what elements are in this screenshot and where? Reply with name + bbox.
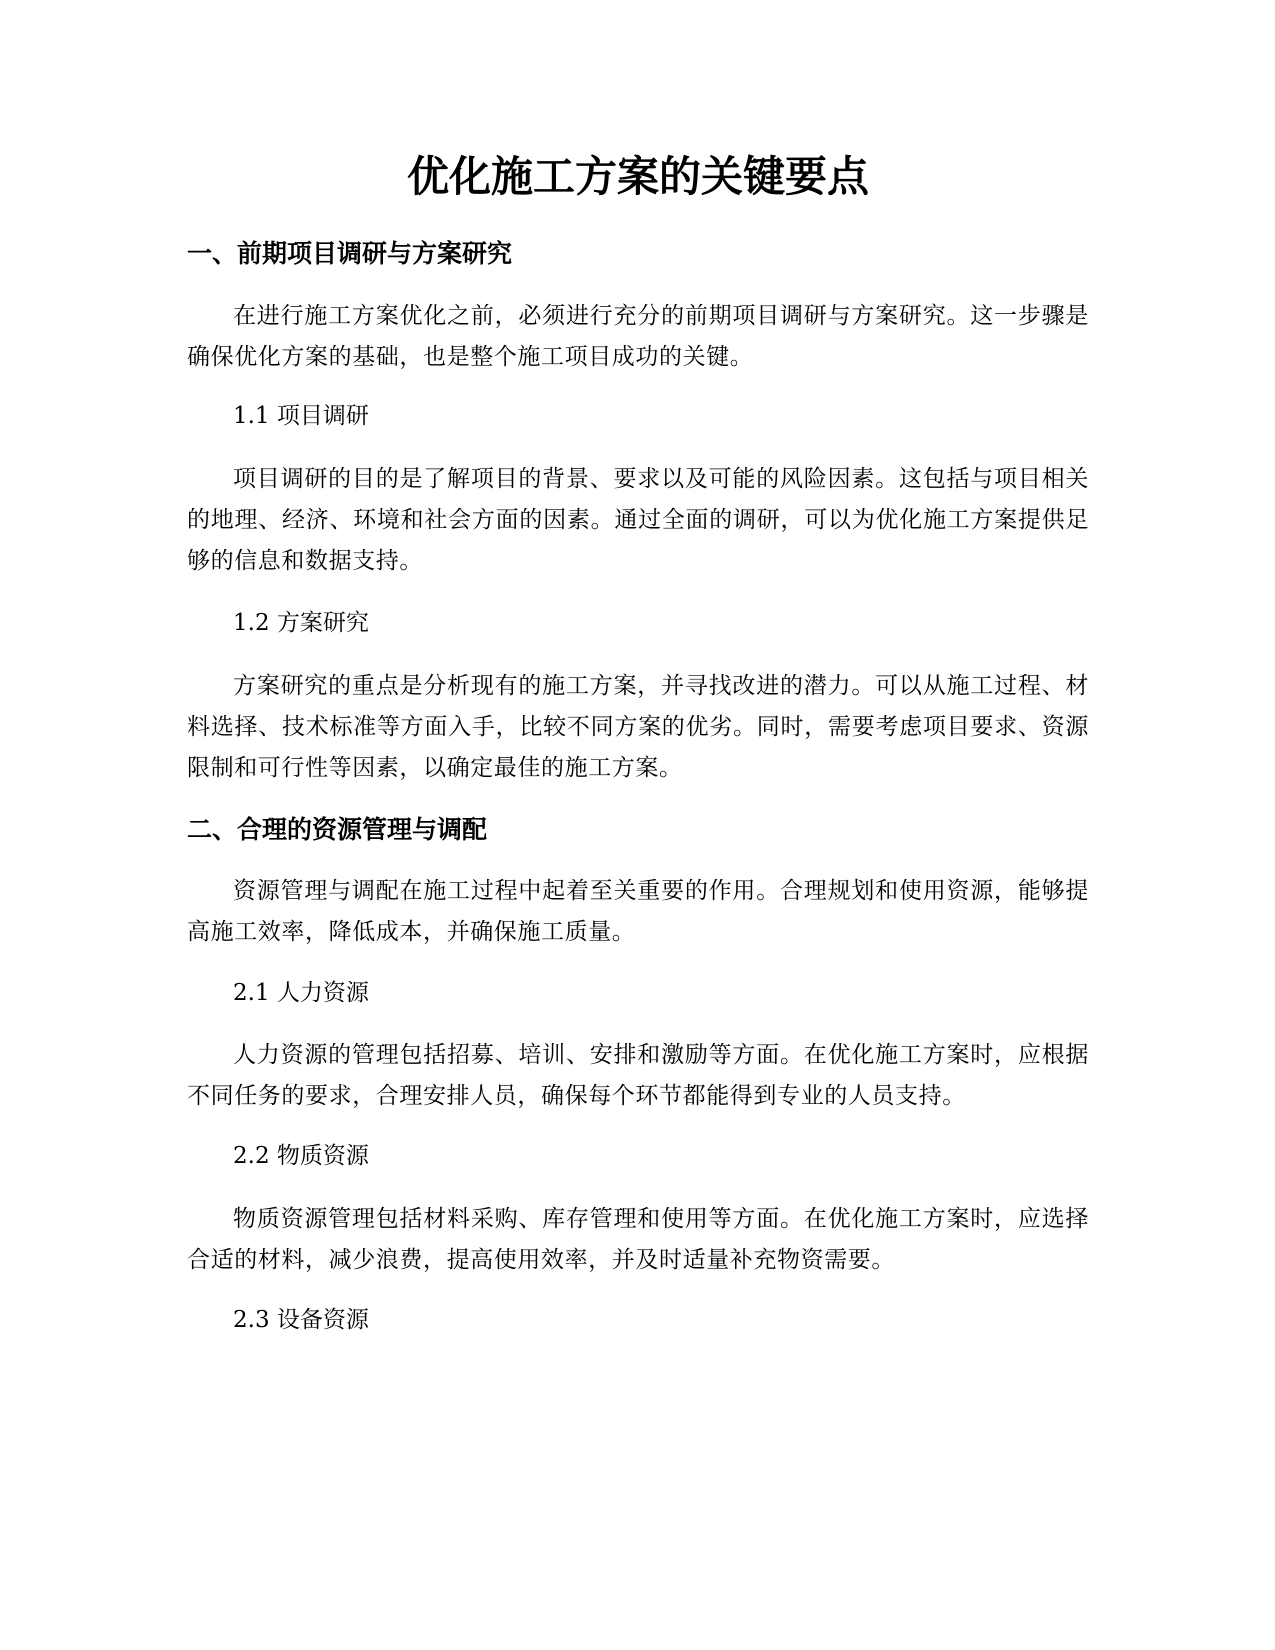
subsection-heading-1-1: 1.1 项目调研 <box>233 403 369 429</box>
section-2-intro: 资源管理与调配在施工过程中起着至关重要的作用。合理规划和使用资源，能够提高施工效率，降低成本，并确保施工质量。 <box>187 878 1089 945</box>
subsection-heading-2-2: 2.2 物质资源 <box>233 1143 369 1169</box>
section-heading-2: 二、合理的资源管理与调配 <box>187 815 488 844</box>
subsection-heading-1-2: 1.2 方案研究 <box>233 610 369 636</box>
section-heading-1: 一、前期项目调研与方案研究 <box>187 239 513 268</box>
subsection-2-1-body: 人力资源的管理包括招募、培训、安排和激励等方面。在优化施工方案时，应根据不同任务的要求，合理安排人员，确保每个环节都能得到专业的人员支持。 <box>187 1042 1089 1109</box>
section-1-intro: 在进行施工方案优化之前，必须进行充分的前期项目调研与方案研究。这一步骤是确保优化方案的基础，也是整个施工项目成功的关键。 <box>187 303 1089 370</box>
document-title: 优化施工方案的关键要点 <box>406 152 869 201</box>
subsection-heading-2-1: 2.1 人力资源 <box>233 980 369 1006</box>
subsection-heading-2-3: 2.3 设备资源 <box>233 1307 369 1333</box>
subsection-1-1-body: 项目调研的目的是了解项目的背景、要求以及可能的风险因素。这包括与项目相关的地理、经济、环境和社会方面的因素。通过全面的调研，可以为优化施工方案提供足够的信息和数据支持。 <box>187 466 1089 574</box>
subsection-1-2-body: 方案研究的重点是分析现有的施工方案，并寻找改进的潜力。可以从施工过程、材料选择、技术标准等方面入手，比较不同方案的优劣。同时，需要考虑项目要求、资源限制和可行性等因素，以确定最佳的施工方案。 <box>187 673 1089 781</box>
subsection-2-2-body: 物质资源管理包括材料采购、库存管理和使用等方面。在优化施工方案时，应选择合适的材料，减少浪费，提高使用效率，并及时适量补充物资需要。 <box>187 1206 1089 1273</box>
